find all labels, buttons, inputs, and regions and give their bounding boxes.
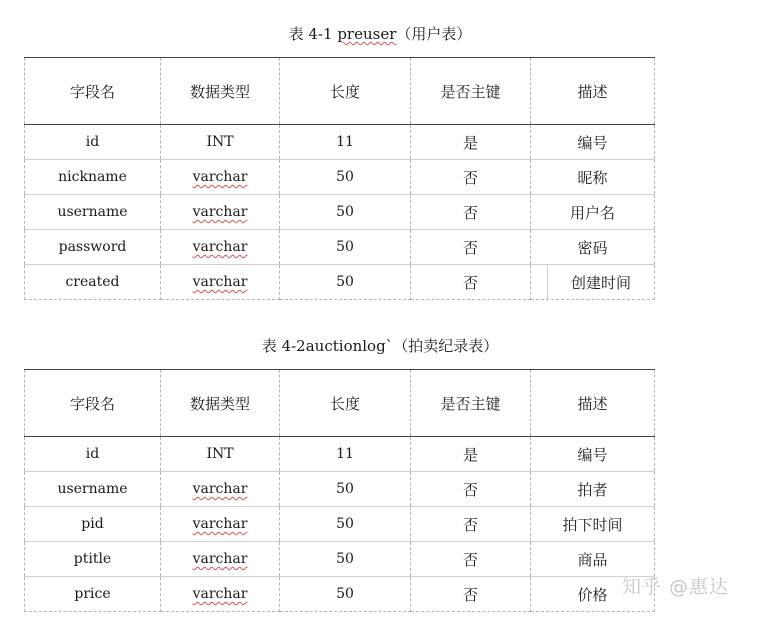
length-cell: 50 xyxy=(280,195,411,230)
table-row xyxy=(25,265,655,300)
data-type-cell: INT xyxy=(161,437,280,472)
table2-caption-suffix: （拍卖纪录表） xyxy=(393,337,499,355)
table1-caption-name: preuser xyxy=(337,25,397,43)
data-type-text: varchar xyxy=(192,586,248,602)
description-cell xyxy=(531,265,655,300)
primary-key-cell: 否 xyxy=(411,577,531,612)
primary-key-cell: 否 xyxy=(411,160,531,195)
table-row xyxy=(25,507,655,542)
table-row xyxy=(25,195,655,230)
table1-caption-suffix: （用户表） xyxy=(396,25,472,43)
length-cell: 50 xyxy=(280,265,411,300)
field-name-cell: password xyxy=(25,230,161,265)
description-cell: 昵称 xyxy=(531,160,655,195)
description-cell: 拍下时间 xyxy=(531,507,655,542)
description-text: 创建时间 xyxy=(547,265,654,299)
header-description: 描述 xyxy=(531,58,655,125)
header-description: 描述 xyxy=(531,370,655,437)
primary-key-cell: 否 xyxy=(411,472,531,507)
header-data-type: 数据类型 xyxy=(161,370,280,437)
description-cell: 密码 xyxy=(531,230,655,265)
header-primary-key: 是否主键 xyxy=(411,370,531,437)
data-type-cell xyxy=(161,472,280,507)
data-type-text: varchar xyxy=(192,516,248,532)
length-cell: 50 xyxy=(280,542,411,577)
header-field-name: 字段名 xyxy=(25,370,161,437)
table-row xyxy=(25,542,655,577)
data-type-cell: INT xyxy=(161,125,280,160)
length-cell: 11 xyxy=(280,437,411,472)
field-name-cell: price xyxy=(25,577,161,612)
data-type-cell xyxy=(161,577,280,612)
field-name-cell: ptitle xyxy=(25,542,161,577)
primary-key-cell: 是 xyxy=(411,437,531,472)
description-cell: 编号 xyxy=(531,437,655,472)
table-row xyxy=(25,577,655,612)
header-field-name: 字段名 xyxy=(25,58,161,125)
preuser-table xyxy=(24,57,655,300)
length-cell: 11 xyxy=(280,125,411,160)
primary-key-cell: 否 xyxy=(411,507,531,542)
field-name-cell: id xyxy=(25,437,161,472)
data-type-text: varchar xyxy=(192,204,248,220)
primary-key-cell: 是 xyxy=(411,125,531,160)
data-type-cell xyxy=(161,195,280,230)
field-name-cell: nickname xyxy=(25,160,161,195)
data-type-cell xyxy=(161,265,280,300)
data-type-cell xyxy=(161,230,280,265)
table-row xyxy=(25,230,655,265)
table2-caption xyxy=(0,336,760,356)
field-name-cell: username xyxy=(25,195,161,230)
length-cell: 50 xyxy=(280,507,411,542)
table-header-row xyxy=(25,58,655,125)
data-type-cell xyxy=(161,160,280,195)
header-primary-key: 是否主键 xyxy=(411,58,531,125)
field-name-cell: pid xyxy=(25,507,161,542)
data-type-text: varchar xyxy=(192,274,248,290)
data-type-text: varchar xyxy=(192,169,248,185)
zhihu-watermark: 知乎 @惠达 xyxy=(622,576,730,598)
table2-caption-name: auctionlog` xyxy=(305,337,394,355)
data-type-text: varchar xyxy=(192,481,248,497)
length-cell: 50 xyxy=(280,577,411,612)
description-cell: 商品 xyxy=(531,542,655,577)
primary-key-cell: 否 xyxy=(411,542,531,577)
length-cell: 50 xyxy=(280,160,411,195)
data-type-text: varchar xyxy=(192,551,248,567)
table-row xyxy=(25,437,655,472)
description-cell: 价格 xyxy=(531,577,655,612)
header-length: 长度 xyxy=(280,58,411,125)
table-row xyxy=(25,125,655,160)
table1-caption xyxy=(0,24,760,44)
header-data-type: 数据类型 xyxy=(161,58,280,125)
table2-caption-prefix: 表 4-2 xyxy=(261,337,306,355)
field-name-cell: id xyxy=(25,125,161,160)
header-length: 长度 xyxy=(280,370,411,437)
field-name-cell: username xyxy=(25,472,161,507)
length-cell: 50 xyxy=(280,472,411,507)
table-header-row xyxy=(25,370,655,437)
description-cell: 用户名 xyxy=(531,195,655,230)
table1-caption-prefix: 表 4-1 xyxy=(288,25,338,43)
primary-key-cell: 否 xyxy=(411,230,531,265)
description-cell: 编号 xyxy=(531,125,655,160)
data-type-text: varchar xyxy=(192,239,248,255)
primary-key-cell: 否 xyxy=(411,265,531,300)
auctionlog-table xyxy=(24,369,655,612)
description-cell: 拍者 xyxy=(531,472,655,507)
length-cell: 50 xyxy=(280,230,411,265)
table-row xyxy=(25,160,655,195)
field-name-cell: created xyxy=(25,265,161,300)
data-type-cell xyxy=(161,542,280,577)
data-type-cell xyxy=(161,507,280,542)
primary-key-cell: 否 xyxy=(411,195,531,230)
table-row xyxy=(25,472,655,507)
